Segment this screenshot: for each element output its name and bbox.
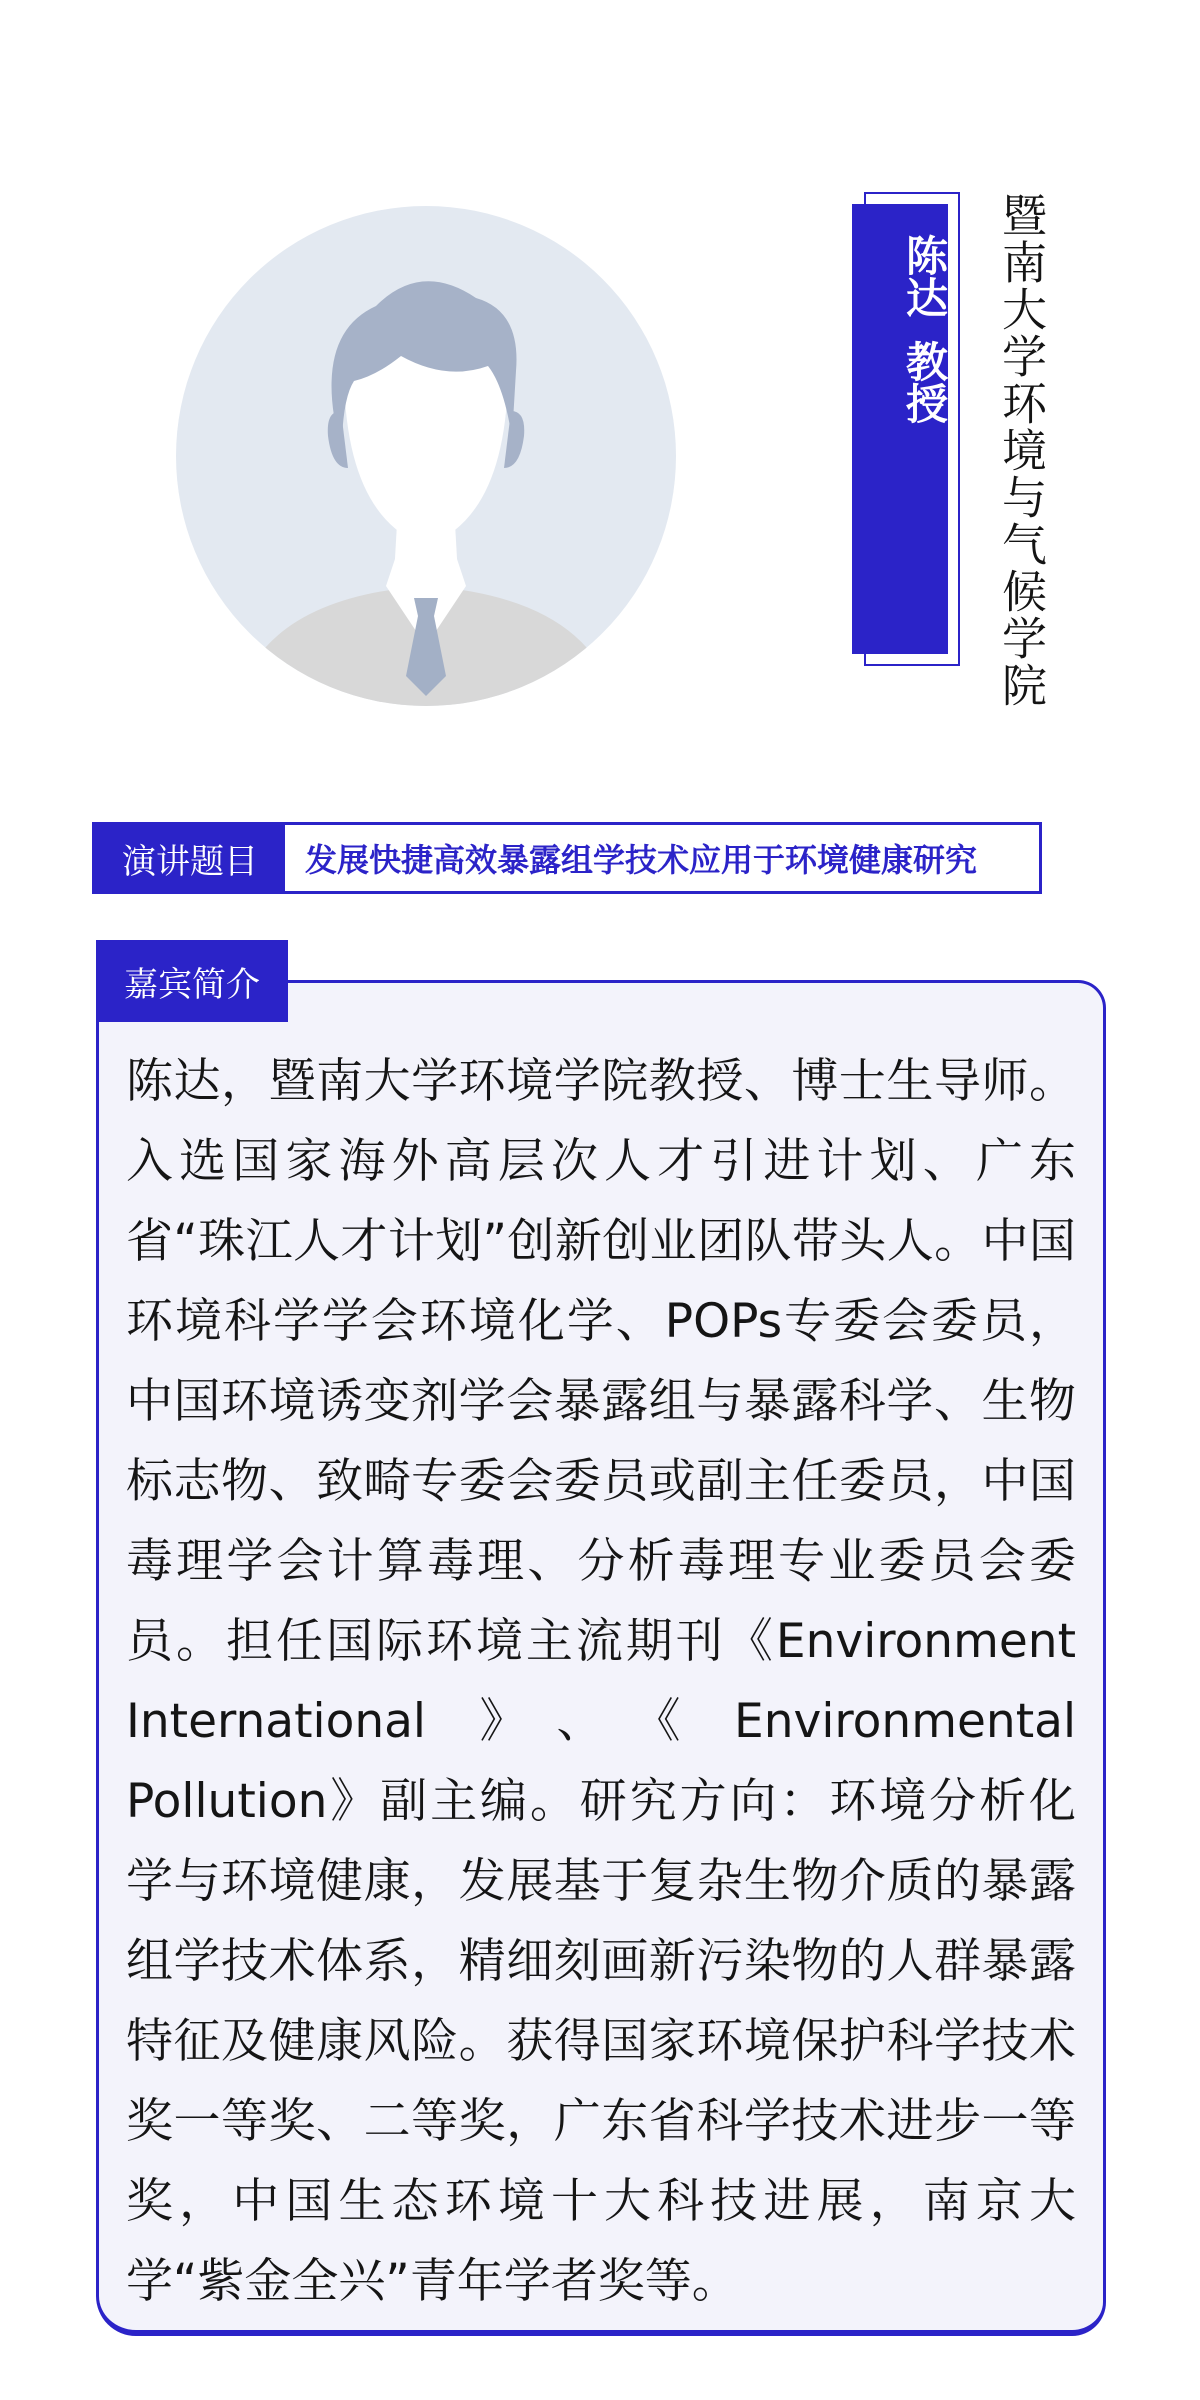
speaker-name-box xyxy=(852,204,948,654)
speaker-title: 教授 xyxy=(900,340,949,424)
speaker-name xyxy=(852,234,948,424)
topic-label: 演讲题目 xyxy=(95,825,285,891)
speaker-avatar xyxy=(176,206,676,706)
speaker-affiliation: 暨南大学环境与气候学院 xyxy=(994,192,1047,709)
speaker-name-main: 陈达 xyxy=(900,234,949,318)
bio-label: 嘉宾简介 xyxy=(96,940,288,1022)
bio-text: 陈达，暨南大学环境学院教授、博士生导师。入选国家海外高层次人才引进计划、广东省“珠江人才计划”创新创业团队带头人。中国环境科学学会环境化学、POPs专委会委员，中国环境诱变剂学会暴露组与暴露科学、生物标志物、致畸专委会委员或副主任委员，中国毒理学会计算毒理、分析毒理专业委员会委员。担任国际环境主流期刊《Environment International》、《Environmental Pollution》副主编。研究方向：环境分析化学与环境健康，发展基于复杂生物介质的暴露组学技术体系，精细刻画新污染物的人群暴露特征及健康风险。获得国家环境保护科学技术奖一等奖、二等奖，广东省科学技术进步一等奖，中国生态环境十大科技进展，南京大学“紫金全兴”青年学者奖等。 xyxy=(126,1054,1076,2309)
topic-title: 发展快捷高效暴露组学技术应用于环境健康研究 xyxy=(305,841,978,879)
topic-row xyxy=(92,822,1042,894)
default-male-avatar-icon xyxy=(176,206,676,706)
